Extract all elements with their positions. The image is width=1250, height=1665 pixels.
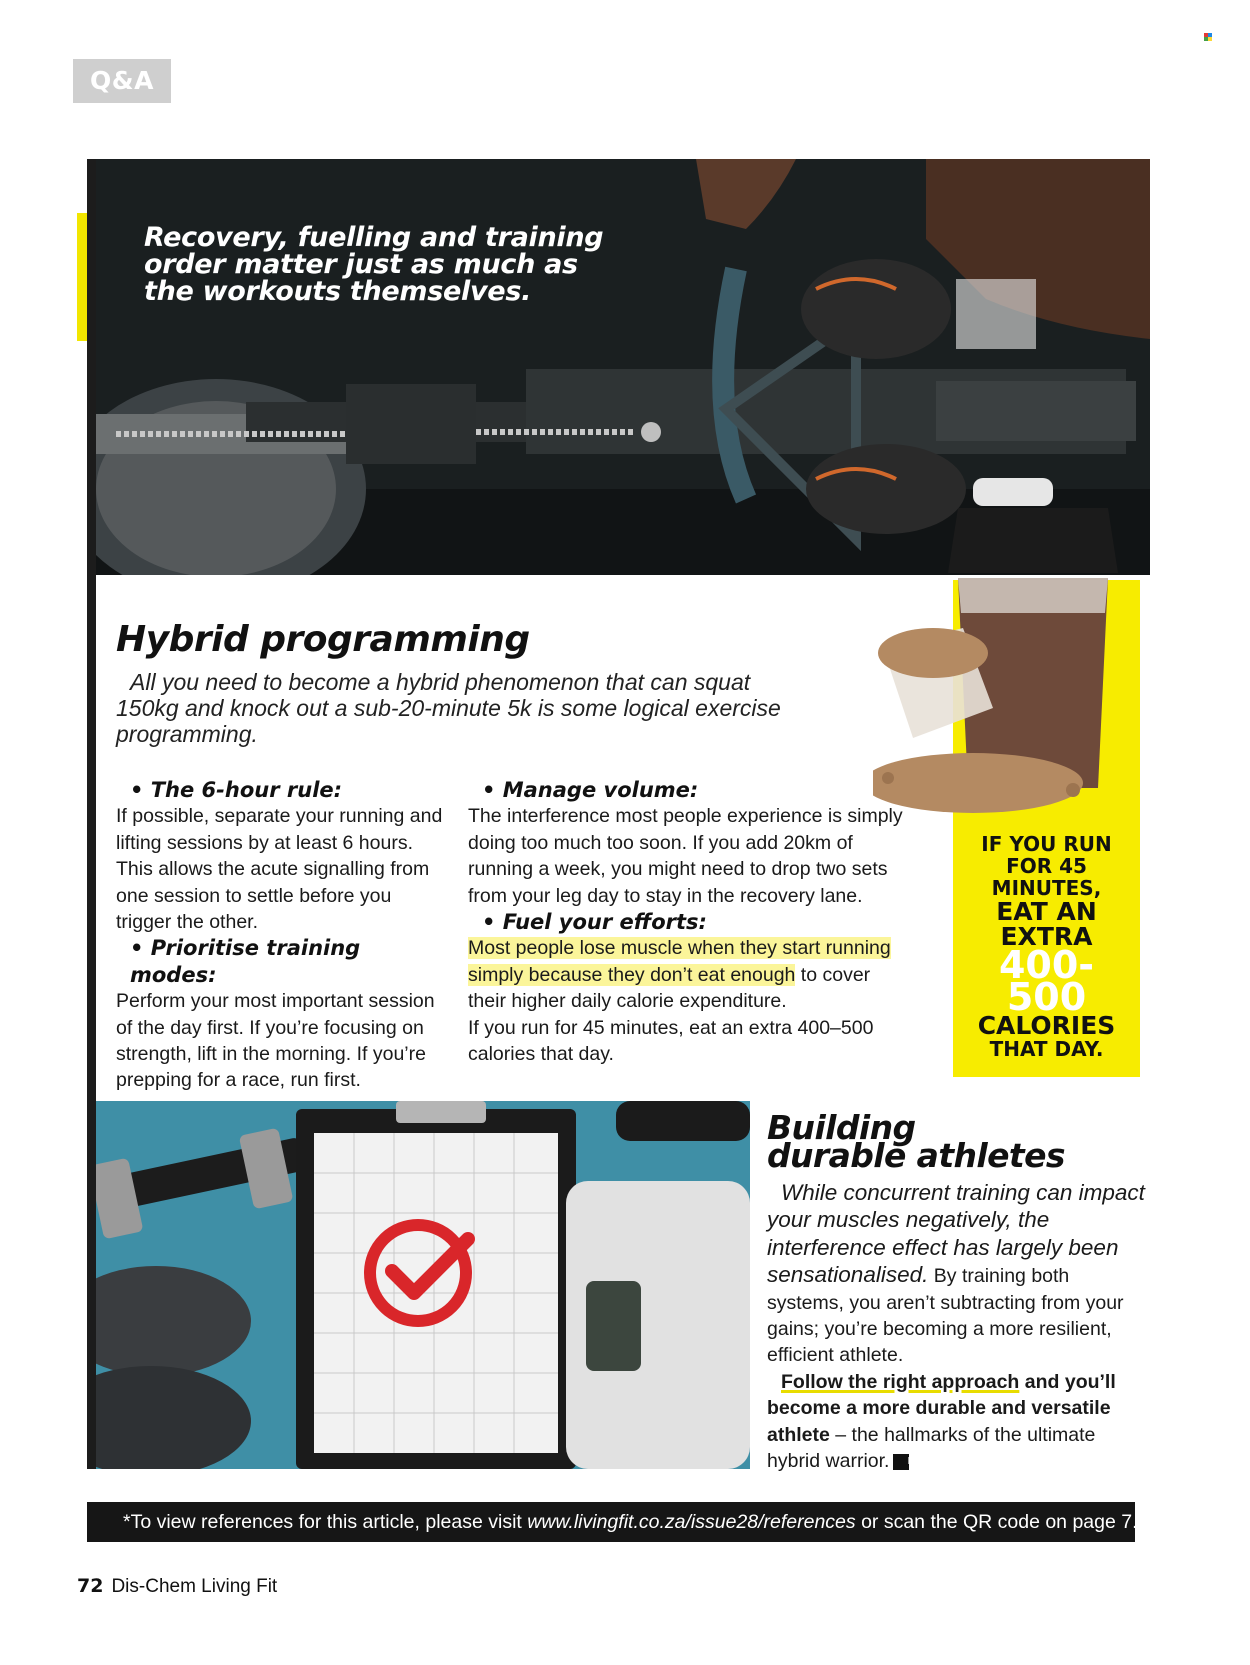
durable-body — [767, 1180, 1147, 1474]
corner-color-mark — [1204, 33, 1212, 41]
callout-number: 500 — [1006, 975, 1087, 1019]
references-link[interactable]: www.livingfit.co.za/issue28/references — [527, 1511, 856, 1533]
section-title-hybrid: Hybrid programming — [116, 619, 530, 660]
tip-body: The interference most people experience is simply doing too much too soon. If you add 20km of running a week, you might need to drop two sets from your leg day to stay in the recovery lane. — [468, 805, 903, 907]
italic-lead: While concurrent training can impact your muscles negatively, the interference effect has largely been sensationalised. — [767, 1180, 1145, 1288]
callout-line: THAT DAY. — [989, 1037, 1104, 1061]
references-bar — [87, 1502, 1138, 1542]
page-number: 72 — [77, 1575, 104, 1597]
tip-heading: • Fuel your efforts: — [482, 910, 707, 935]
body-text: – the hallmarks of the ultimate hybrid warrior. — [767, 1423, 1096, 1473]
durable-intro — [767, 1180, 1147, 1369]
tips-column-right — [468, 777, 908, 1067]
highlighted-text: Most people lose muscle when they start running simply because they don’t eat enough — [468, 937, 891, 986]
section-title-durable — [767, 1108, 1147, 1175]
pull-quote-accent-bar — [77, 213, 87, 341]
bold-text: and you’ll become a more durable and versatile athlete — [767, 1370, 1116, 1446]
callout-line: EXTRA — [1000, 922, 1093, 951]
callout-line: EAT AN — [996, 897, 1097, 926]
tips-column-left — [116, 777, 446, 1094]
callout-line: CALORIES — [977, 1011, 1116, 1040]
pull-quote: Recovery, fuelling and training order matter just as much as the workouts themselves. — [144, 222, 604, 307]
section-intro: All you need to become a hybrid phenomenon that can squat 150kg and knock out a sub-20-minute 5k is some logical exercise programming. — [116, 669, 781, 747]
tip-body-text: to cover their higher daily calorie expenditure. — [468, 963, 871, 1013]
tip-body: Perform your most important session of the day first. If you’re focusing on strength, lift in the morning. If you’re prepping for a race, run first. — [116, 990, 435, 1092]
tip-heading: • The 6-hour rule: — [130, 778, 343, 802]
left-frame-rule — [87, 159, 96, 1469]
callout-number: 400- — [998, 943, 1095, 987]
section-tab: Q&A — [73, 59, 171, 103]
references-suffix: or scan the QR code on page 7. — [855, 1511, 1138, 1533]
living-fit-end-badge: LF — [893, 1454, 909, 1470]
tip-heading: • Manage volume: — [482, 778, 699, 802]
publication-name: Dis-Chem Living Fit — [111, 1576, 278, 1597]
callout-line: FOR 45 — [1006, 854, 1087, 878]
tip-body: If you run for 45 minutes, eat an extra 400–500 calories that day. — [468, 1016, 874, 1066]
references-prefix: *To view references for this article, please visit — [123, 1511, 528, 1533]
callout-line: IF YOU RUN — [981, 832, 1112, 856]
protein-shake-image — [873, 478, 1153, 818]
body-text: By training both systems, you aren’t subtracting from your gains; you’re becoming a more resilient, efficient athlete. — [767, 1265, 1124, 1367]
callout-line: MINUTES, — [991, 876, 1102, 900]
title-line: Building — [767, 1108, 916, 1147]
clipboard-dumbbell-photo — [96, 1101, 750, 1469]
page-footer — [77, 1575, 277, 1598]
fitness-flatlay-illustration — [96, 1101, 750, 1469]
tip-heading: • Prioritise training modes: — [130, 936, 361, 987]
tip-body: If possible, separate your running and lifting sessions by at least 6 hours. This allows the acute signalling from one session to settle before you trigger the other. — [116, 805, 443, 934]
underlined-lead: Follow the right approach — [781, 1370, 1020, 1393]
callout-text — [953, 833, 1140, 1060]
tip-body — [468, 935, 908, 1014]
durable-closing — [767, 1369, 1147, 1475]
title-line: durable athletes — [767, 1136, 1065, 1175]
